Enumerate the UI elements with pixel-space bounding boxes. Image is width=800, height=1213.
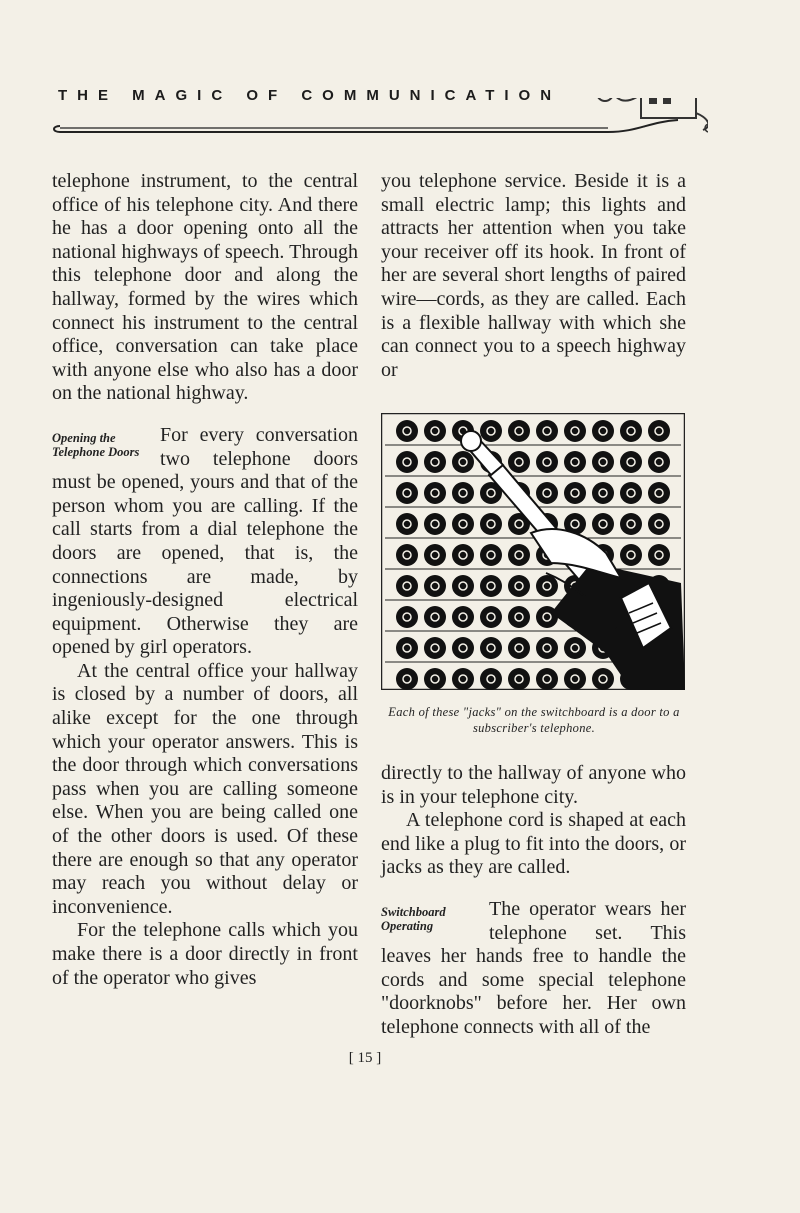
jack-icon (452, 544, 474, 566)
jack-icon (536, 451, 558, 473)
paragraph: For every conversation two telephone doors must be opened, yours and that of the person whom you are calling. If the call starts from a dial telephone the doors are opened, that is, the connections are made, by ingeniously-designed electrical equipment. Otherwise they are opened by girl operators. (52, 423, 358, 659)
jack-icon (648, 544, 670, 566)
jack-icon (480, 544, 502, 566)
jack-icon (452, 575, 474, 597)
switchboard-vignette-icon (568, 98, 708, 132)
header-ornament-rule (48, 98, 708, 138)
right-column-top (381, 170, 686, 382)
jack-icon (396, 637, 418, 659)
paragraph: The operator wears her telephone set. This leaves her hands free to handle the cords and some special telephone "doorknobs" before her. Her own telephone connects with all of the (381, 897, 686, 1038)
jack-icon (424, 451, 446, 473)
jack-icon (564, 668, 586, 690)
jack-icon (592, 482, 614, 504)
jack-icon (536, 575, 558, 597)
jack-icon (620, 513, 642, 535)
page-number: [ 15 ] (348, 1050, 382, 1066)
jack-icon (424, 482, 446, 504)
jack-icon (564, 482, 586, 504)
paragraph: directly to the hallway of anyone who is in your telephone city. (381, 762, 686, 808)
jack-icon (424, 513, 446, 535)
jack-icon (536, 637, 558, 659)
jack-icon (508, 637, 530, 659)
jack-icon (396, 513, 418, 535)
side-heading: Switchboard Operating (381, 904, 446, 933)
jack-icon (480, 606, 502, 628)
jack-icon (424, 575, 446, 597)
jack-icon (620, 544, 642, 566)
jack-icon (424, 668, 446, 690)
paragraph: telephone instrument, to the central office of his telephone city. And there he has a door opening onto all the national highways of speech. Through this telephone door and along the hallway, formed by the wires which connect his instrument to the central office, conversation can take place with anyone else who also has a door on the national highway. (52, 170, 358, 405)
jack-icon (396, 420, 418, 442)
jack-icon (648, 420, 670, 442)
jack-icon (452, 451, 474, 473)
jack-icon (480, 668, 502, 690)
jack-icon (592, 513, 614, 535)
paragraph: A telephone cord is shaped at each end like a plug to fit into the doors, or jacks as they are called. (381, 809, 686, 879)
side-heading: Opening the Telephone Doors (52, 430, 140, 459)
jack-icon (396, 544, 418, 566)
jack-icon (480, 637, 502, 659)
running-head: THE MAGIC OF COMMUNICATION (58, 87, 562, 104)
jack-icon (508, 544, 530, 566)
jack-icon (396, 606, 418, 628)
jack-icon (480, 575, 502, 597)
jack-icon (396, 668, 418, 690)
jack-icon (452, 482, 474, 504)
jack-icon (396, 575, 418, 597)
jack-icon (480, 513, 502, 535)
jack-icon (480, 420, 502, 442)
jack-icon (424, 420, 446, 442)
jack-icon (564, 451, 586, 473)
jack-icon (424, 637, 446, 659)
figure-caption: Each of these "jacks" on the switchboard is a door to a subscriber's telephone. (388, 705, 680, 735)
jack-icon (648, 451, 670, 473)
jack-icon (620, 451, 642, 473)
jack-icon (592, 420, 614, 442)
jack-icon (396, 451, 418, 473)
jack-icon (564, 420, 586, 442)
jack-icon (536, 668, 558, 690)
jack-icon (452, 606, 474, 628)
switchboard-jacks-illustration (381, 413, 685, 690)
jack-icon (620, 420, 642, 442)
jack-icon (452, 513, 474, 535)
jack-icon (424, 544, 446, 566)
paragraph: For the telephone calls which you make there is a door directly in front of the operator who gives (52, 919, 358, 989)
jack-icon (564, 637, 586, 659)
jack-icon (536, 482, 558, 504)
jack-icon (424, 606, 446, 628)
jack-icon (508, 575, 530, 597)
jack-icon (508, 668, 530, 690)
jack-icon (592, 668, 614, 690)
jack-icon (508, 606, 530, 628)
jack-icon (452, 637, 474, 659)
paragraph: you telephone service. Beside it is a small electric lamp; this lights and attracts her attention when you take your receiver off its hook. In front of her are several short lengths of paired wire—cords, as they are called. Each is a flexible hallway with which she can connect you to a speech highway or (381, 170, 686, 381)
jack-icon (648, 513, 670, 535)
jack-icon (620, 482, 642, 504)
left-column (52, 170, 358, 990)
jack-icon (536, 420, 558, 442)
jack-icon (396, 482, 418, 504)
jack-icon (508, 420, 530, 442)
jack-icon (648, 482, 670, 504)
jack-icon (592, 451, 614, 473)
jack-icon (452, 668, 474, 690)
paragraph: At the central office your hallway is closed by a number of doors, all alike except for the one through which your operator answers. This is the door through which conversations pass when you are calling someone else. When you are being called one of the other doors is used. Of these there are enough so that any operator may reach you without delay or inconvenience. (52, 659, 358, 918)
right-column-bottom (381, 762, 686, 1040)
jack-icon (508, 451, 530, 473)
